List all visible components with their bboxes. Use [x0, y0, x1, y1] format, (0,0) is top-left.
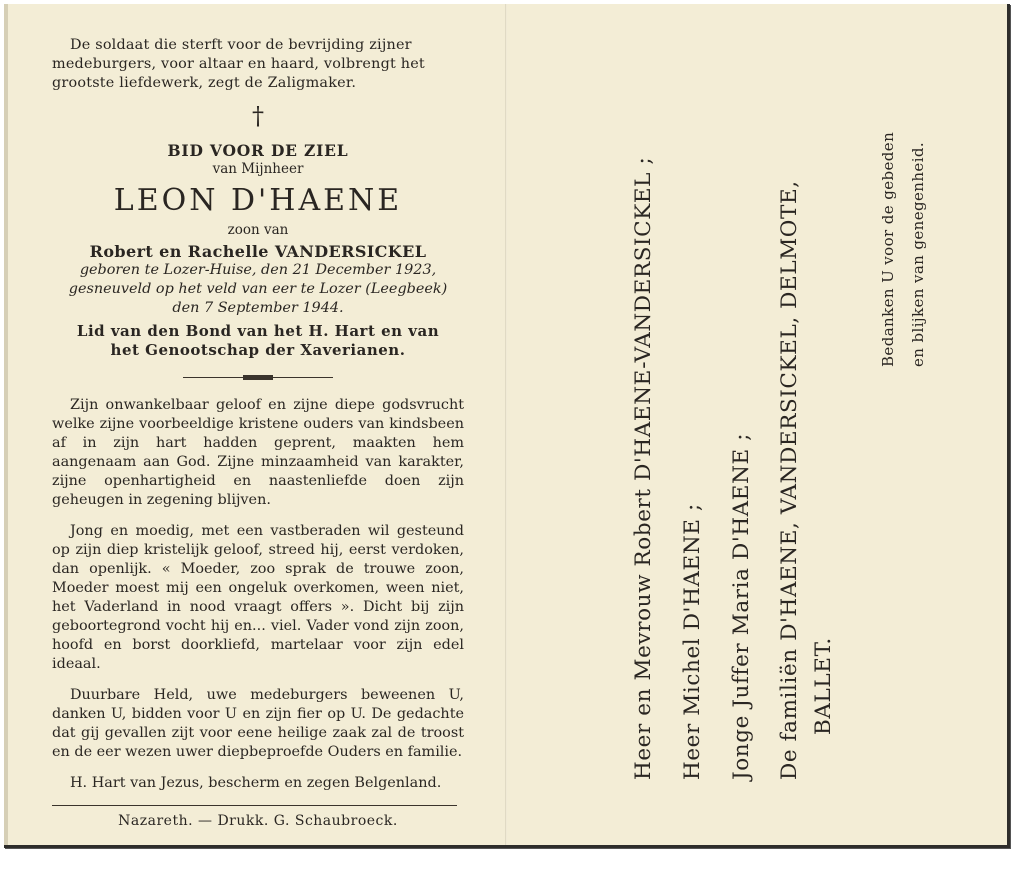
left-panel — [52, 36, 464, 831]
closing-prayer: H. Hart van Jezus, bescherm en zegen Belgenland. — [70, 775, 442, 791]
quote-line-2: medeburgers, voor altaar en haard, volbrengt het — [52, 56, 425, 72]
death-date: den 7 September 1944. — [172, 300, 344, 316]
parents-names: Robert en Rachelle VANDERSICKEL — [89, 242, 427, 261]
thanks-line-2: en blijken van genegenheid. — [909, 141, 927, 367]
membership-line-2: het Genootschap der Xaverianen. — [110, 341, 406, 359]
footer-rule — [52, 805, 457, 806]
bid-title: BID VOOR DE ZIEL — [167, 141, 349, 160]
opening-quote — [52, 36, 464, 93]
paragraph-hero: Duurbare Held, uwe medeburgers beweenen U, danken U, bidden voor U en zijn fier op U. De gedachte dat gij gevallen zijt voor eene heilige zaak zal de troost en de eer wezen uwer diepbeproefde Ouders en familie. — [52, 687, 464, 760]
paragraph-courage: Jong en moedig, met een vastberaden wil gesteund op zijn diep kristelijk geloof, streed hij, eerst verdoken, dan openlijk. « Moeder, zoo sprak de trouwe zoon, Moeder moest mij een ongeluk overkomen, ween niet, het Vaderland in nood vraagt offers ». Dicht bij zijn geboortegrond vocht hij en... viel. Vader vond zijn zoon, hoofd en borst doorkliefd, martelaar voor zijn edel ideaal. — [52, 523, 464, 672]
family-line-5: BALLET. — [811, 637, 836, 735]
family-line-4: De familiën D'HAENE, VANDERSICKEL, DELMOTE, — [777, 180, 802, 780]
cross-icon: † — [252, 102, 264, 130]
paragraph-faith: Zijn onwankelbaar geloof en zijne diepe godsvrucht welke zijne voorbeeldige kristene ouders van kindsbeen af in zijn hart hadden geprent, maakten hem aangenaam aan God. Zijne minzaamheid van karakter, zijne openhartigheid en naastenliefde doen zijn geheugen in zegening blijven. — [52, 397, 464, 508]
family-line-3: Jonge Juffer Maria D'HAENE ; — [729, 432, 754, 780]
family-line-2: Heer Michel D'HAENE ; — [680, 503, 705, 780]
thanks-line-1: Bedanken U voor de gebeden — [879, 131, 897, 367]
birth-line: geboren te Lozer-Huise, den 21 December 1923, — [79, 262, 437, 278]
card-fold-line — [505, 4, 507, 845]
printer-line: Nazareth. — Drukk. G. Schaubroeck. — [118, 813, 398, 829]
deceased-name: LEON D'HAENE — [113, 183, 403, 218]
death-line: gesneuveld op het veld van eer te Lozer (Leegbeek) — [68, 281, 448, 297]
divider-ornament — [183, 374, 333, 382]
membership-line-1: Lid van den Bond van het H. Hart en van — [76, 322, 440, 340]
quote-line-3: grootste liefdewerk, zegt de Zaligmaker. — [52, 75, 357, 91]
family-line-1: Heer en Mevrouw Robert D'HAENE-VANDERSICKEL ; — [631, 156, 656, 780]
quote-line-1: De soldaat die sterft voor de bevrijding zijner — [70, 37, 412, 53]
card-fold-edge — [510, 830, 1007, 847]
zoon-van: zoon van — [227, 222, 289, 238]
van-mijnheer: van Mijnheer — [212, 161, 304, 177]
